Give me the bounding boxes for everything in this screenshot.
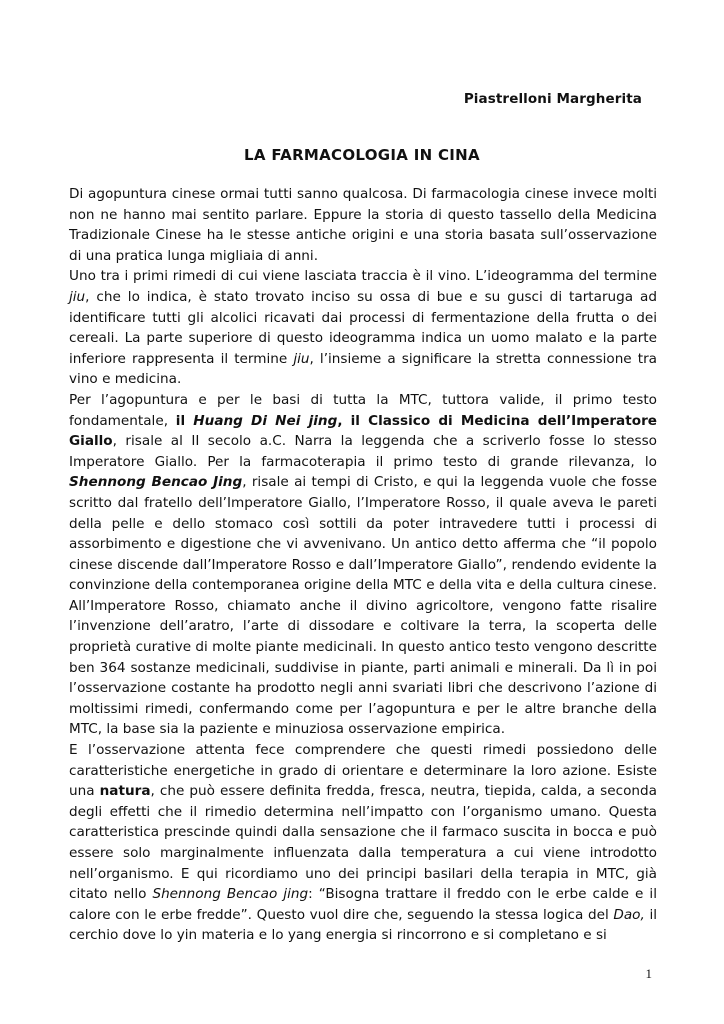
text-run: , che lo indica, è stato trovato inciso su ossa di bue e su gusci di tartaruga ad identificare tutti gli alcolici ricavati dai processi di fermentazione della frutta o dei cereali. La parte superiore di questo ideogramma indica un uomo malato e la parte inferiore rappresenta il termine bbox=[69, 288, 657, 367]
emphasized-text: Huang Di Nei jing bbox=[193, 412, 338, 429]
text-run: Per l’agopuntura e per le basi di tutta la MTC, tuttora valide, il primo testo fondamentale, bbox=[69, 391, 657, 429]
paragraph bbox=[69, 266, 657, 390]
emphasized-text: , il Classico di Medicina dell’Imperatore Giallo bbox=[69, 412, 657, 450]
page-number: 1 bbox=[645, 966, 652, 981]
emphasized-text: natura bbox=[99, 783, 151, 800]
text-run: il cerchio dove lo yin materia e lo yang energia si rincorrono e si completano e si bbox=[69, 906, 657, 944]
text-run: : “Bisogna trattare il freddo con le erbe calde e il calore con le erbe fredde”. Questo vuol dire che, seguendo la stessa logica del bbox=[69, 886, 657, 923]
paragraph bbox=[69, 390, 657, 740]
text-run: , risale al II secolo a.C. Narra la leggenda che a scriverlo fosse lo stesso Imperatore Giallo. Per la farmacoterapia il primo testo di grande rilevanza, lo bbox=[69, 433, 657, 470]
text-run: , risale ai tempi di Cristo, e qui la leggenda vuole che fosse scritto dal fratello dell’Imperatore Giallo, l’Imperatore Rosso, il quale aveva le pareti della pelle e dello stomaco così sottili da poter intravedere tutti i processi di assorbimento e digestione che vi avvenivano. Un antico detto afferma che “il popolo cinese discende dall’Imperatore Rosso e dall’Imperatore Giallo”, rendendo evidente la convinzione della contemporanea origine della MTC e della vita e della cultura cinese. All’Imperatore Rosso, chiamato anche il divino agricoltore, vengono fatte risalire l’invenzione dell’aratro, l’arte di dissodare e coltivare la terra, la scoperta delle proprietà curative di molte piante medicinali. In questo antico testo vengono descritte ben 364 sostanze medicinali, suddivise in piante, parti animali e minerali. Da lì in poi l’osservazione costante ha prodotto negli anni svariati libri che descrivono l’azione di moltissimi rimedi, confermando come per l’agopuntura e per le altre branche della MTC, la base sia la paziente e minuziosa osservazione empirica. bbox=[69, 474, 657, 738]
text-run: Di agopuntura cinese ormai tutti sanno qualcosa. Di farmacologia cinese invece molti non ne hanno mai sentito parlare. Eppure la storia di questo tassello della Medicina Tradizionale Cinese ha le stesse antiche origini e una storia basata sull’osservazione di una pratica lunga migliaia di anni. bbox=[69, 186, 657, 264]
emphasized-text: Dao, bbox=[613, 906, 645, 923]
document-title: LA FARMACOLOGIA IN CINA bbox=[244, 146, 480, 164]
text-run: , che può essere definita fredda, fresca, neutra, tiepida, calda, a seconda degli effetti che il rimedio determina nell’impatto con l’organismo umano. Questa caratteristica prescinde quindi dalla sensazione che il farmaco suscita in bocca e può essere solo marginalmente influenzata dalla temperatura a cui viene introdotto nell’organismo. E qui ricordiamo uno dei principi basilari della terapia in MTC, già citato nello bbox=[69, 783, 657, 903]
text-run: Uno tra i primi rimedi di cui viene lasciata traccia è il vino. L’ideogramma del termine bbox=[69, 268, 657, 285]
emphasized-text: jiu bbox=[293, 350, 310, 367]
paragraph bbox=[69, 740, 657, 946]
emphasized-text: jiu bbox=[69, 288, 86, 305]
paragraph bbox=[69, 184, 657, 266]
text-run: E l’osservazione attenta fece comprendere che questi rimedi possiedono delle caratteristiche energetiche in grado di orientare e determinare la loro azione. Esiste una bbox=[69, 742, 657, 800]
body-text bbox=[69, 184, 657, 946]
text-run: , l’insieme a significare la stretta connessione tra vino e medicina. bbox=[69, 350, 658, 388]
author-name: Piastrelloni Margherita bbox=[463, 91, 642, 107]
emphasized-text: il bbox=[175, 412, 194, 429]
emphasized-text: Shennong Bencao Jing bbox=[69, 474, 243, 491]
emphasized-text: Shennong Bencao jing bbox=[152, 886, 309, 903]
